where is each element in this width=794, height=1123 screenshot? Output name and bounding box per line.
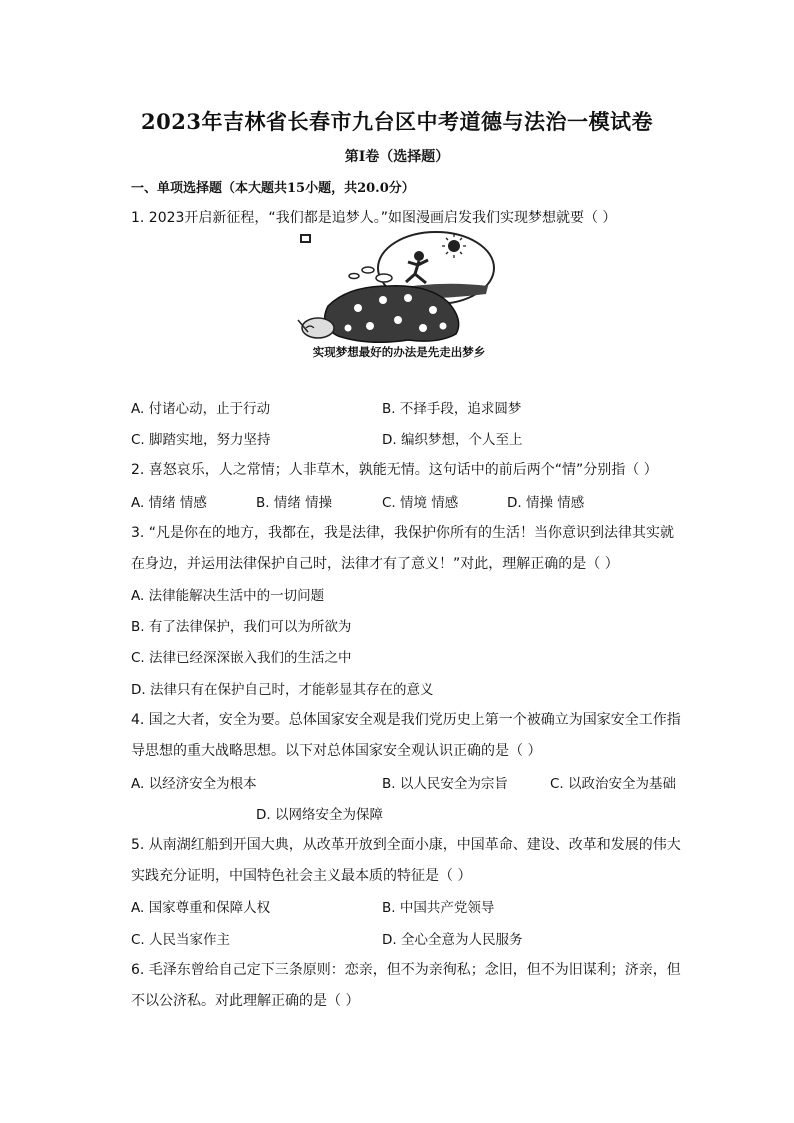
sleeping-dreamer-cartoon bbox=[288, 228, 510, 368]
q2-option-b: B. 情绪 情操 bbox=[256, 495, 333, 511]
exam-title: 2023年吉林省长春市九台区中考道德与法治一模试卷 bbox=[141, 109, 653, 134]
q4-option-c: C. 以政治安全为基础 bbox=[550, 776, 677, 792]
q3-option-b: B. 有了法律保护，我们可以为所欲为 bbox=[131, 619, 352, 635]
q3-option-a: A. 法律能解决生活中的一切问题 bbox=[131, 588, 325, 604]
q3-option-c: C. 法律已经深深嵌入我们的生活之中 bbox=[131, 650, 352, 666]
q5-option-d: D. 全心全意为人民服务 bbox=[382, 932, 523, 948]
cartoon-illustration bbox=[288, 228, 510, 368]
q1-option-a: A. 付诸心动，止于行动 bbox=[131, 401, 271, 417]
q5-option-b: B. 中国共产党领导 bbox=[382, 900, 495, 916]
q5-option-a: A. 国家尊重和保障人权 bbox=[131, 900, 271, 916]
q3-option-d: D. 法律只有在保护自己时，才能彰显其存在的意义 bbox=[131, 682, 434, 698]
q4-option-d: D. 以网络安全为保障 bbox=[256, 807, 383, 823]
question-4-stem-line-1: 4. 国之大者，安全为要。总体国家安全观是我们党历史上第一个被确立为国家安全工作指 bbox=[131, 712, 681, 728]
question-1-stem: 1. 2023开启新征程，“我们都是追梦人。”如图漫画启发我们实现梦想就要（ ） bbox=[131, 210, 617, 226]
question-3-stem-line-2: 在身边，并运用法律保护自己时，法律才有了意义！”对此，理解正确的是（ ） bbox=[131, 556, 619, 572]
question-5-stem-line-1: 5. 从南湖红船到开国大典，从改革开放到全面小康，中国革命、建设、改革和发展的伟大 bbox=[131, 837, 681, 853]
q1-option-c: C. 脚踏实地，努力坚持 bbox=[131, 432, 271, 448]
question-3-stem-line-1: 3. “凡是你在的地方，我都在，我是法律，我保护你所有的生活！当你意识到法律其实就 bbox=[131, 525, 675, 541]
part-heading: 第Ⅰ卷（选择题） bbox=[344, 149, 450, 165]
q4-option-b: B. 以人民安全为宗旨 bbox=[382, 776, 508, 792]
q5-option-c: C. 人民当家作主 bbox=[131, 932, 231, 948]
question-5-stem-line-2: 实践充分证明，中国特色社会主义最本质的特征是（ ） bbox=[131, 868, 472, 884]
q1-option-d: D. 编织梦想，个人至上 bbox=[382, 432, 523, 448]
section-heading: 一、单项选择题（本大题共15小题，共20.0分） bbox=[131, 181, 415, 196]
question-6-stem-line-1: 6. 毛泽东曾给自己定下三条原则：恋亲，但不为亲徇私；念旧，但不为旧谋利；济亲，但 bbox=[131, 962, 681, 978]
cartoon-caption: 实现梦想最好的办法是先走出梦乡 bbox=[312, 345, 486, 359]
q2-option-d: D. 情操 情感 bbox=[507, 495, 585, 511]
question-4-stem-line-2: 导思想的重大战略思想。以下对总体国家安全观认识正确的是（ ） bbox=[131, 743, 542, 759]
question-2-stem: 2. 喜怒哀乐，人之常情；人非草木，孰能无情。这句话中的前后两个“情”分别指（ ） bbox=[131, 462, 658, 478]
q2-option-c: C. 情境 情感 bbox=[382, 495, 459, 511]
q4-option-a: A. 以经济安全为根本 bbox=[131, 776, 257, 792]
q1-option-b: B. 不择手段，追求圆梦 bbox=[382, 401, 522, 417]
question-6-stem-line-2: 不以公济私。对此理解正确的是（ ） bbox=[131, 993, 360, 1009]
q2-option-a: A. 情绪 情感 bbox=[131, 495, 207, 511]
